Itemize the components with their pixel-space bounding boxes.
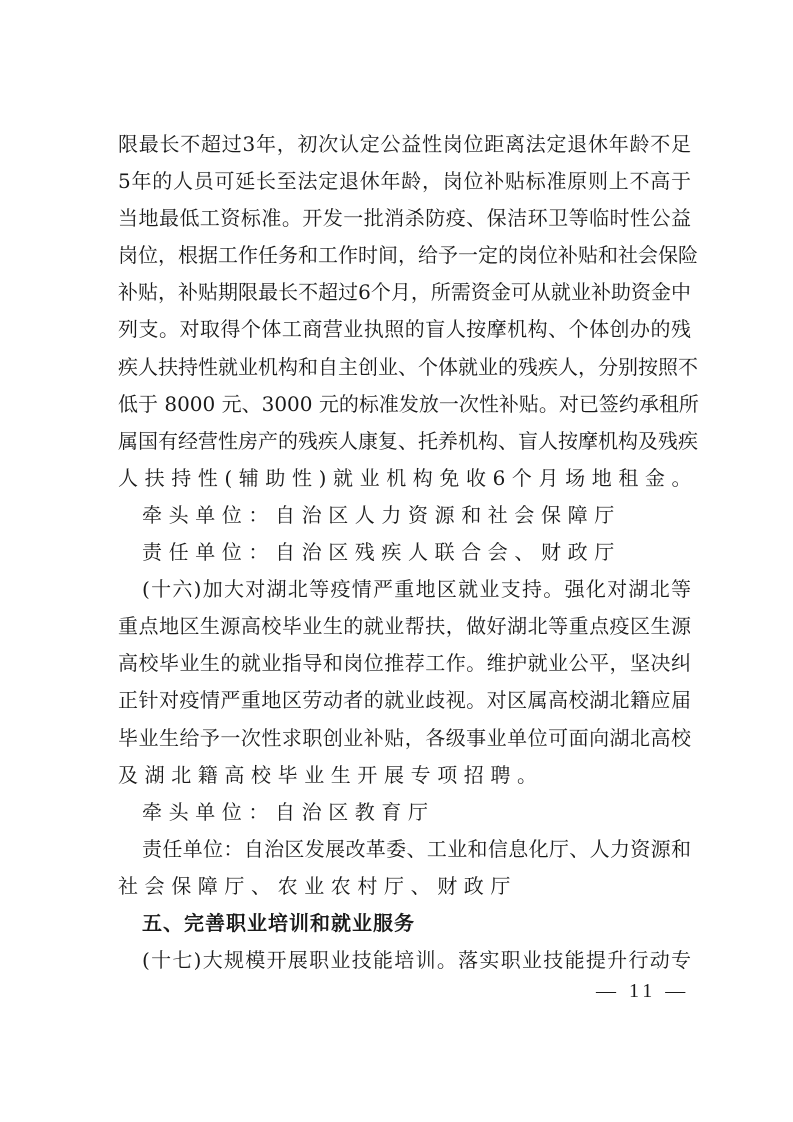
- text-line: 牵头单位：自治区人力资源和社会保障厅: [142, 502, 621, 527]
- text-line: 人扶持性(辅助性)就业机构免收6个月场地租金。: [118, 465, 699, 490]
- text-line: 岗位，根据工作任务和工作时间，给予一定的岗位补贴和社会保险: [118, 243, 698, 268]
- text-line: (十七)大规模开展职业技能培训。落实职业技能提升行动专: [142, 948, 691, 973]
- document-body: [118, 126, 699, 979]
- text-line: 属国有经营性房产的残疾人康复、托养机构、盲人按摩机构及残疾: [118, 428, 698, 453]
- text-line: 疾人扶持性就业机构和自主创业、个体就业的残疾人，分别按照不: [118, 354, 698, 379]
- text-line: (十六)加大对湖北等疫情严重地区就业支持。强化对湖北等: [142, 577, 691, 602]
- text-line: 正针对疫情严重地区劳动者的就业歧视。对区属高校湖北籍应届: [118, 688, 691, 713]
- text-line: 牵头单位：自治区教育厅: [142, 799, 435, 824]
- text-line: 重点地区生源高校毕业生的就业帮扶，做好湖北等重点疫区生源: [118, 614, 691, 639]
- page-number: — 11 —: [596, 980, 690, 1002]
- section-heading: 五、完善职业培训和就业服务: [142, 910, 415, 935]
- text-line: 社会保障厅、农业农村厅、财政厅: [118, 873, 517, 898]
- text-line: 责任单位：自治区发展改革委、工业和信息化厅、人力资源和: [142, 836, 691, 861]
- text-line: 限最长不超过3年，初次认定公益性岗位距离法定退休年龄不足: [118, 132, 691, 156]
- text-line: 补贴，补贴期限最长不超过6个月，所需资金可从就业补助资金中: [118, 280, 691, 305]
- text-line: 列支。对取得个体工商营业执照的盲人按摩机构、个体创办的残: [118, 317, 691, 342]
- text-line: 毕业生给予一次性求职创业补贴，各级事业单位可面向湖北高校: [118, 725, 691, 750]
- text-line: 5年的人员可延长至法定退休年龄，岗位补贴标准原则上不高于: [118, 169, 691, 194]
- text-line: 低于 8000 元、3000 元的标准发放一次性补贴。对已签约承租所: [118, 391, 699, 416]
- text-line: 当地最低工资标准。开发一批消杀防疫、保洁环卫等临时性公益: [118, 206, 691, 231]
- text-line: 及湖北籍高校毕业生开展专项招聘。: [118, 762, 544, 787]
- text-line: 高校毕业生的就业指导和岗位推荐工作。维护就业公平，坚决纠: [118, 651, 691, 676]
- text-line: 责任单位：自治区残疾人联合会、财政厅: [142, 540, 621, 565]
